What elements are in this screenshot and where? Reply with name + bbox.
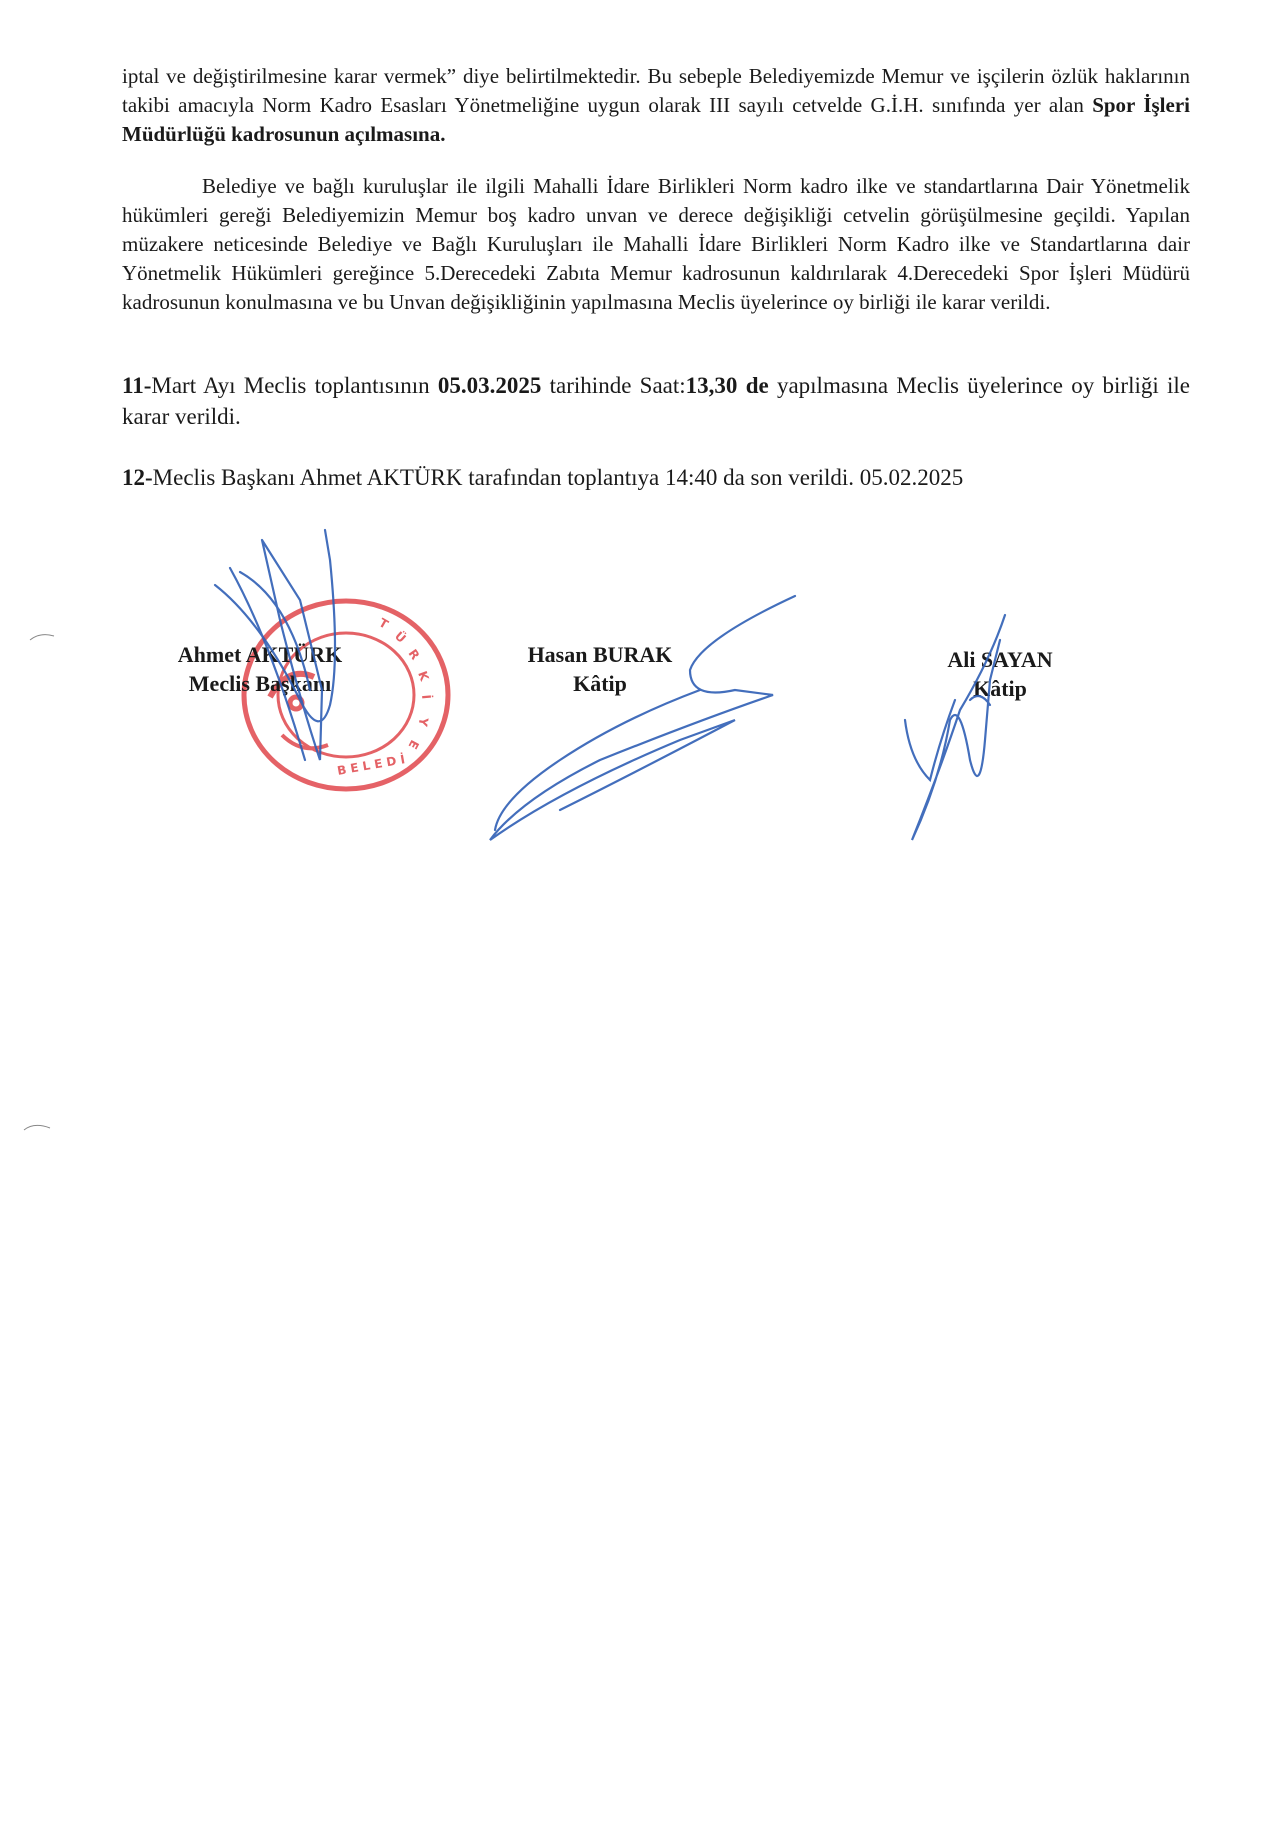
svg-text:K: K [415, 669, 432, 683]
signature-chairman [150, 640, 370, 698]
signature-chairman-name: Ahmet AKTÜRK [177, 642, 343, 667]
signature-clerk-2-name: Ali SAYAN [947, 647, 1053, 672]
item-11-time: 13,30 de [685, 373, 769, 398]
svg-text:Ü: Ü [391, 628, 409, 646]
signature-clerk-1-ink [490, 596, 795, 840]
item-11 [122, 370, 1190, 432]
item-11-text-c: yapılmasına Meclis üyelerince oy birliği ile karar verildi. [122, 373, 1190, 429]
paragraph-norm-kadro: Belediye ve bağlı kuruluşlar ile ilgili Mahalli İdare Birlikleri Norm kadro ilke ve standartlarına Dair Yönetmelik hükümleri gereği Belediyemizin Memur boş kadro unvan ve derece değişikliği cetvelin görüşülmesine geçildi. Yapılan müzakere neticesinde Belediye ve Bağlı Kuruluşları ile Mahalli İdare Birlikleri Norm Kadro ilke ve Standartlarına dair Yönetmelik Hükümleri gereğince 5.Derecedeki Zabıta Memur kadrosunun kaldırılarak 4.Derecedeki Spor İşleri Müdürü kadrosunun konulmasına ve bu Unvan değişikliğinin yapılmasına Meclis üyelerince oy birliği ile karar verildi. [122, 174, 1190, 314]
item-12-text: Meclis Başkanı Ahmet AKTÜRK tarafından toplantıya 14:40 da son verildi. 05.02.2025 [152, 465, 964, 490]
item-12 [122, 462, 1190, 493]
signature-clerk-1 [500, 640, 700, 698]
paragraph-decision-body: iptal ve değiştirilmesine karar vermek” diye belirtilmektedir. Bu sebeple Belediyemizde Memur ve işçilerin özlük haklarının takibi amacıyla Norm Kadro Esasları Yönetmeliğine uygun olarak III sayılı cetvelde G.İ.H. sınıfında yer alan [122, 64, 1190, 117]
svg-text:İ: İ [419, 694, 434, 700]
signature-clerk-1-name: Hasan BURAK [527, 642, 673, 667]
signature-clerk-2 [900, 645, 1100, 703]
item-11-text-a: Mart Ayı Meclis toplantısının [151, 373, 438, 398]
svg-text:E: E [405, 737, 422, 752]
scan-mark-1 [30, 635, 54, 640]
item-11-number: 11- [122, 373, 152, 398]
scan-mark-2 [24, 1125, 50, 1130]
signature-clerk-1-title: Kâtip [573, 671, 627, 696]
item-11-date: 05.03.2025 [437, 373, 542, 398]
svg-text:B E L E D İ: B E L E D İ [336, 752, 406, 778]
item-11-text-b: tarihinde Saat: [541, 373, 686, 398]
svg-text:T: T [376, 615, 391, 632]
svg-text:R: R [405, 646, 423, 663]
paragraph-decision-text [122, 62, 1190, 149]
signature-clerk-2-title: Kâtip [973, 676, 1027, 701]
svg-text:Y: Y [415, 716, 431, 728]
paragraph-decision-bold: Spor İşleri Müdürlüğü kadrosunun açılmasına. [122, 93, 1190, 146]
item-12-number: 12- [122, 465, 153, 490]
signature-chairman-title: Meclis Başkanı [188, 671, 332, 696]
